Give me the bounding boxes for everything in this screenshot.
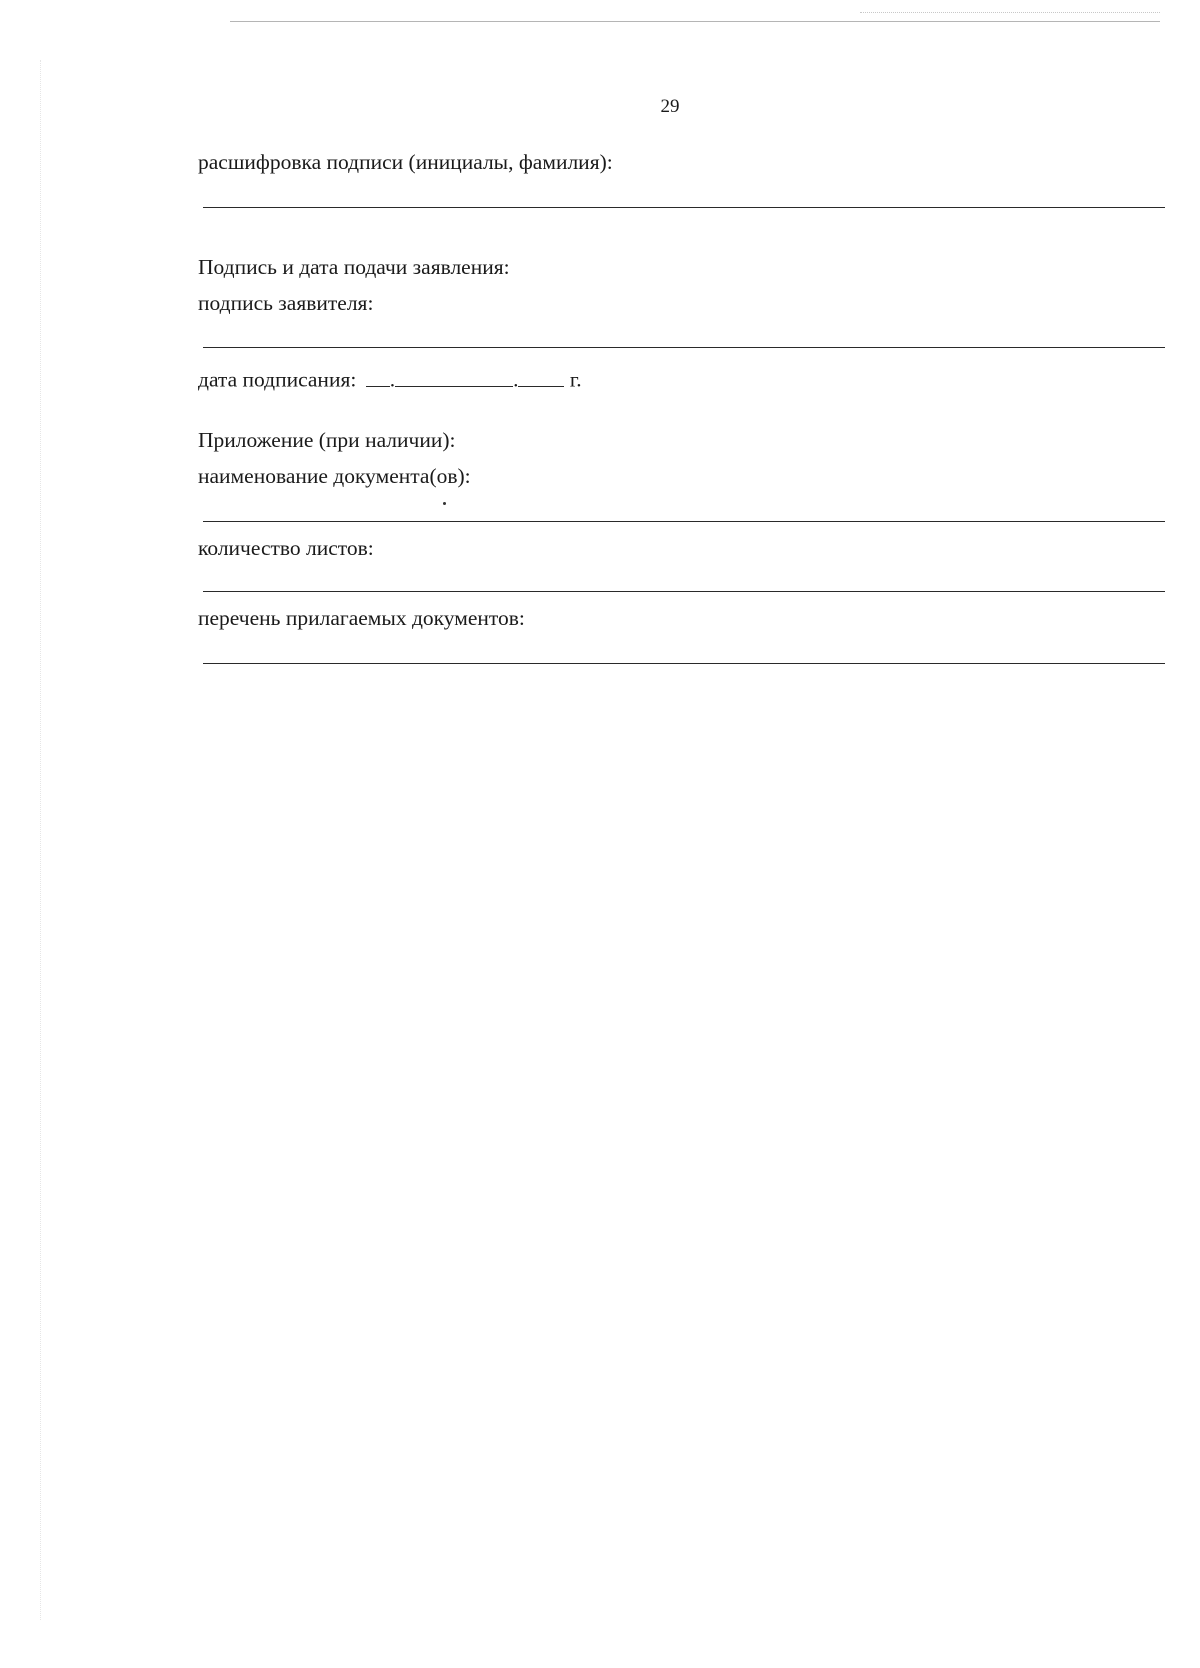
document-name-field[interactable] — [203, 521, 1165, 522]
scan-edge-dots — [860, 12, 1160, 13]
year-suffix: г. — [569, 367, 582, 392]
signature-decoding-label: расшифровка подписи (инициалы, фамилия): — [198, 150, 613, 174]
page-number: 29 — [660, 96, 680, 117]
applicant-signature-label: подпись заявителя: — [198, 291, 374, 315]
date-month-field[interactable] — [395, 363, 513, 387]
date-separator: . — [389, 367, 396, 392]
signature-date-heading: Подпись и дата подачи заявления: — [198, 255, 510, 279]
date-separator: . — [513, 367, 519, 392]
attachment-heading: Приложение (при наличии): — [198, 428, 456, 452]
attached-list-field[interactable] — [203, 663, 1165, 664]
signing-date-label: дата подписания: — [198, 367, 357, 392]
signing-date-row — [198, 363, 582, 393]
attached-list-label: перечень прилагаемых документов: — [198, 606, 525, 630]
sheet-count-field[interactable] — [203, 591, 1165, 592]
document-name-label: наименование документа(ов): — [198, 464, 471, 488]
scan-speck — [443, 502, 446, 505]
date-year-field[interactable] — [518, 363, 564, 387]
scan-edge-left — [40, 60, 41, 1620]
sheet-count-label: количество листов: — [198, 536, 374, 560]
applicant-signature-field[interactable] — [203, 347, 1165, 348]
scan-edge-line — [230, 21, 1160, 22]
signature-decoding-field[interactable] — [203, 207, 1165, 208]
date-day-field[interactable] — [366, 363, 390, 387]
